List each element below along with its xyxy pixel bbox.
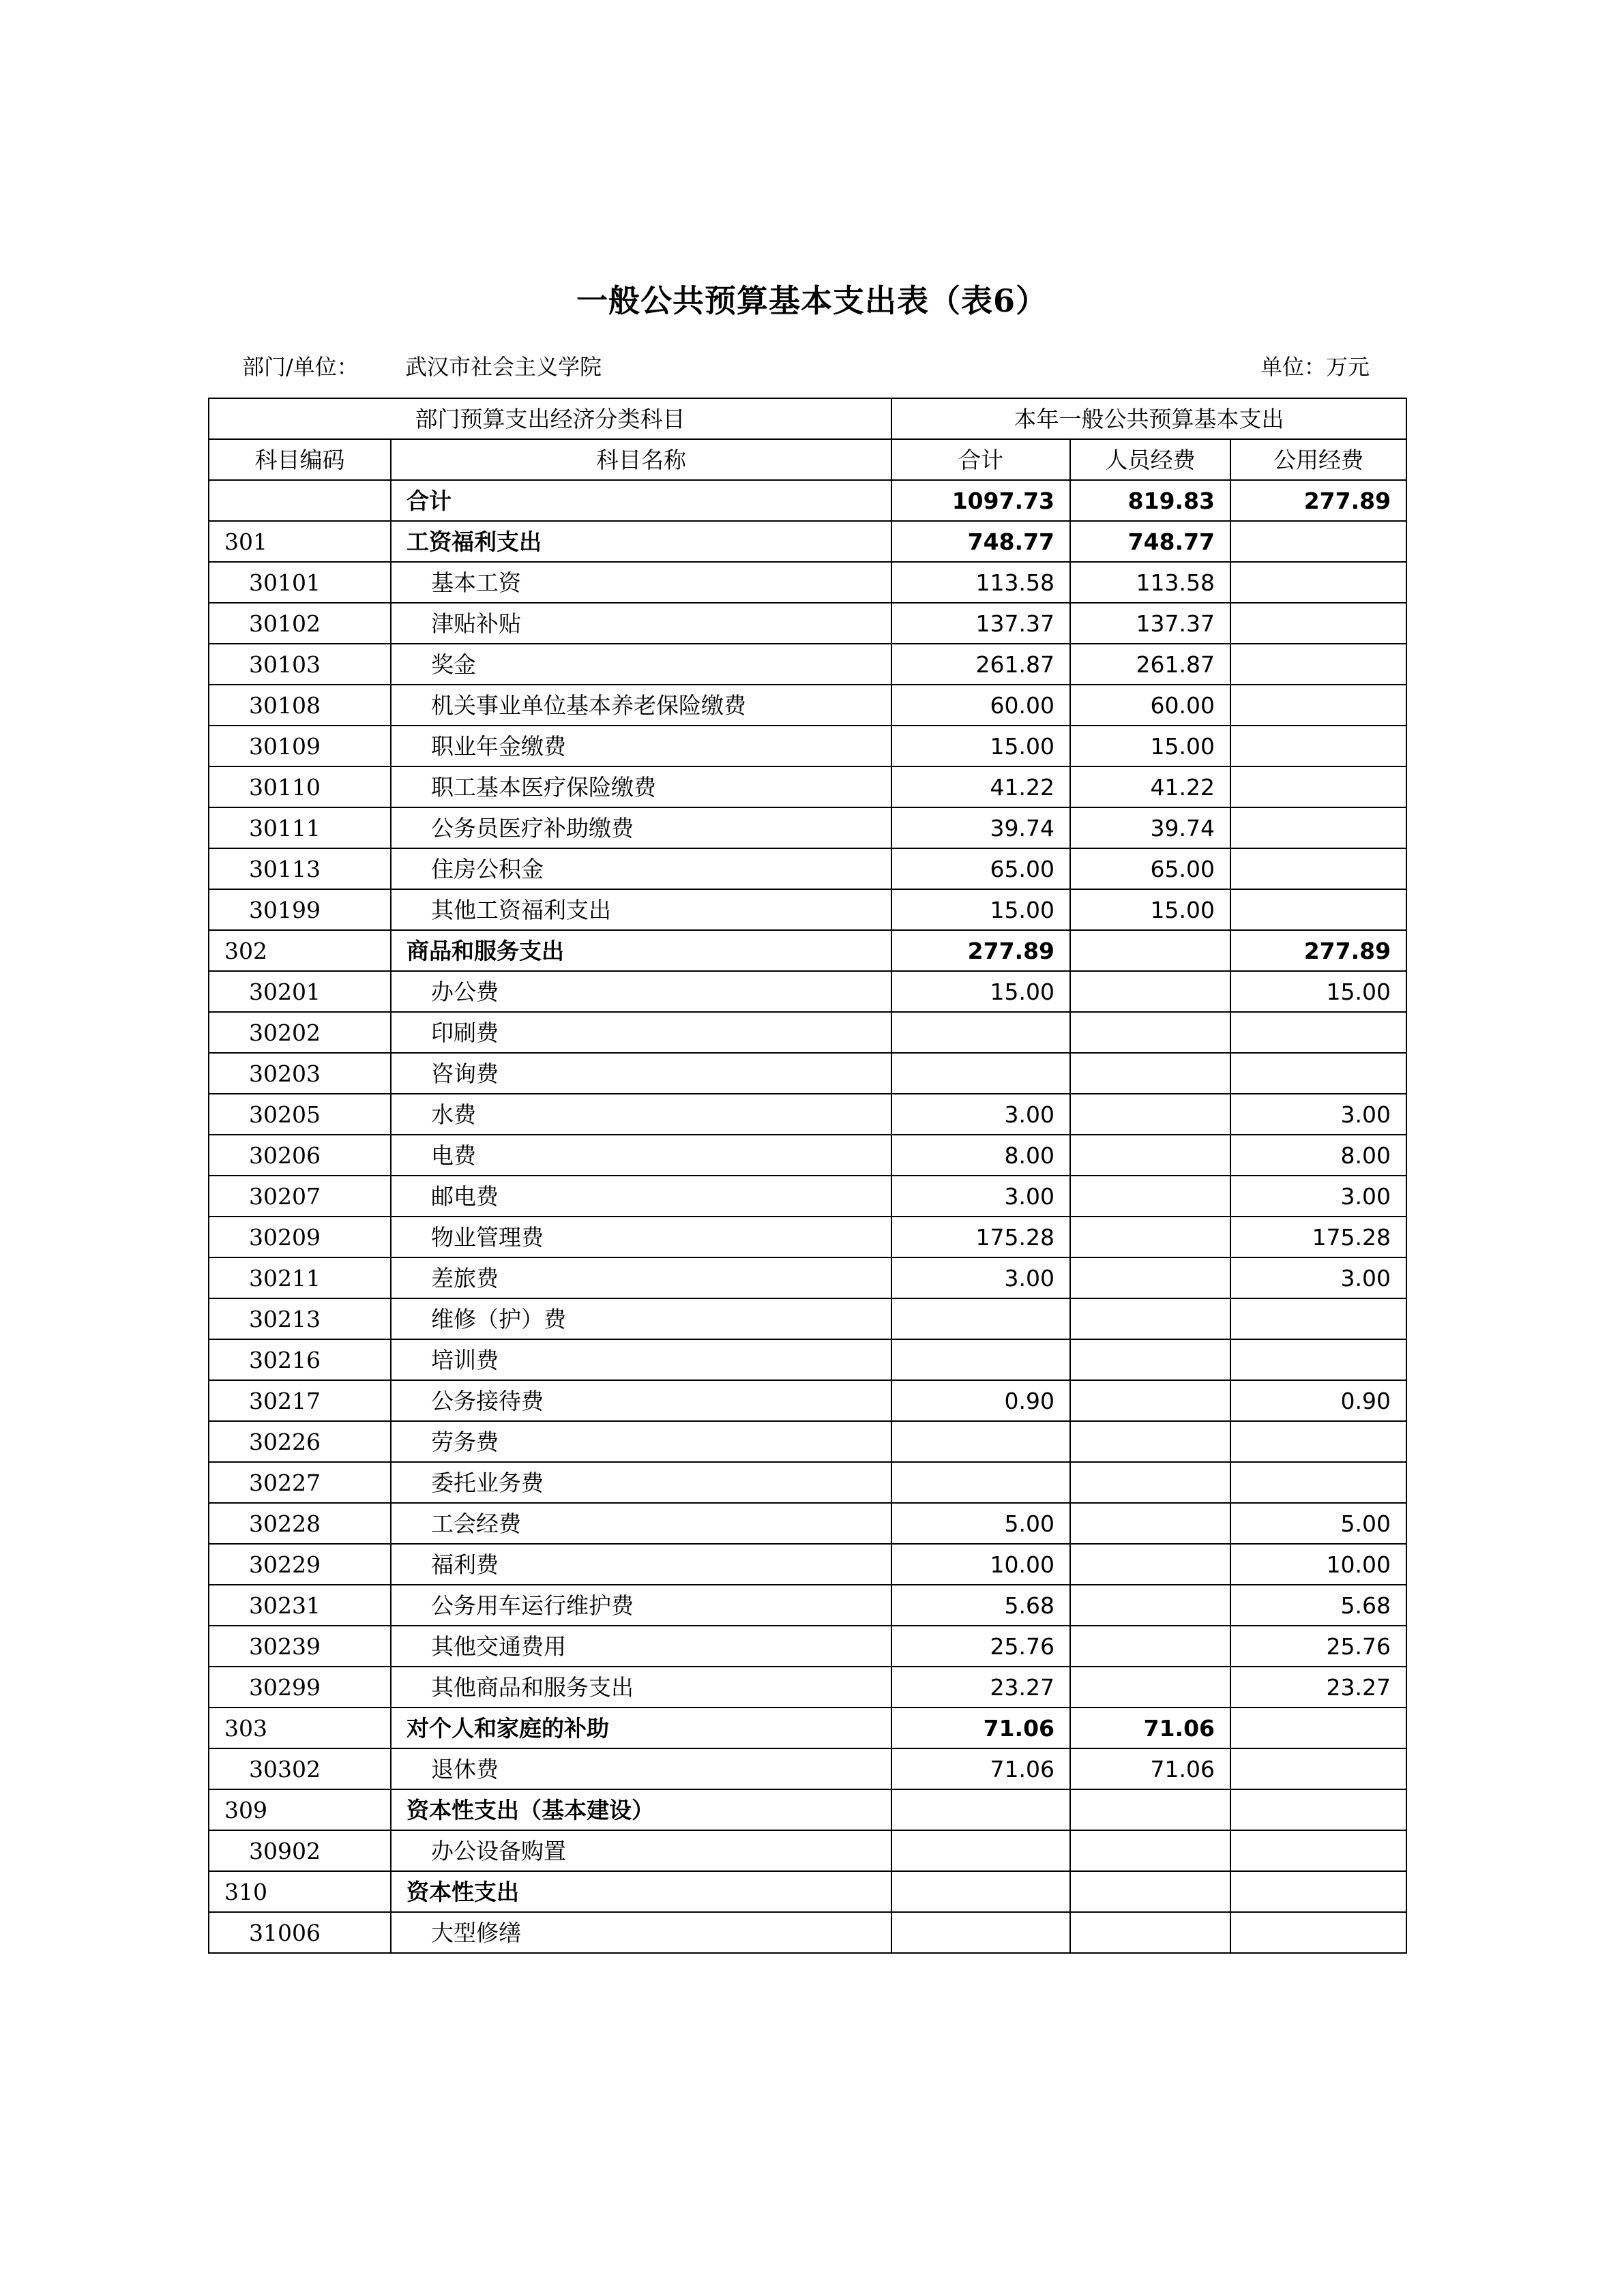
total-cell: 113.58 bbox=[891, 562, 1070, 603]
name-cell: 水费 bbox=[391, 1094, 891, 1135]
total-cell: 8.00 bbox=[891, 1135, 1070, 1176]
total-cell: 25.76 bbox=[891, 1626, 1070, 1667]
table-row bbox=[209, 726, 1406, 766]
public-cell: 23.27 bbox=[1230, 1667, 1406, 1708]
personnel-cell: 71.06 bbox=[1070, 1748, 1230, 1789]
total-cell bbox=[891, 1789, 1070, 1830]
name-cell: 机关事业单位基本养老保险缴费 bbox=[391, 685, 891, 726]
total-cell: 60.00 bbox=[891, 685, 1070, 726]
name-cell: 印刷费 bbox=[391, 1012, 891, 1053]
personnel-cell bbox=[1070, 1339, 1230, 1380]
name-cell: 奖金 bbox=[391, 644, 891, 685]
total-cell: 261.87 bbox=[891, 644, 1070, 685]
total-cell bbox=[891, 1421, 1070, 1462]
total-cell bbox=[891, 1871, 1070, 1912]
name-cell: 劳务费 bbox=[391, 1421, 891, 1462]
personnel-cell bbox=[1070, 1626, 1230, 1667]
name-cell: 商品和服务支出 bbox=[391, 930, 891, 971]
name-cell: 电费 bbox=[391, 1135, 891, 1176]
code-cell: 30231 bbox=[209, 1585, 391, 1626]
header-group-row bbox=[209, 398, 1406, 439]
name-cell: 津贴补贴 bbox=[391, 603, 891, 644]
personnel-cell: 15.00 bbox=[1070, 726, 1230, 766]
total-cell: 71.06 bbox=[891, 1748, 1070, 1789]
personnel-cell: 819.83 bbox=[1070, 480, 1230, 521]
personnel-cell bbox=[1070, 1298, 1230, 1339]
public-cell bbox=[1230, 889, 1406, 930]
table-row bbox=[209, 1667, 1406, 1708]
personnel-cell bbox=[1070, 1667, 1230, 1708]
name-cell: 其他交通费用 bbox=[391, 1626, 891, 1667]
code-cell: 30229 bbox=[209, 1544, 391, 1585]
personnel-cell bbox=[1070, 1912, 1230, 1953]
table-row bbox=[209, 1135, 1406, 1176]
table-row bbox=[209, 971, 1406, 1012]
code-cell: 301 bbox=[209, 521, 391, 562]
public-cell bbox=[1230, 766, 1406, 807]
personnel-cell bbox=[1070, 1012, 1230, 1053]
dept-value: 武汉市社会主义学院 bbox=[405, 354, 602, 380]
table-row bbox=[209, 1421, 1406, 1462]
table-row bbox=[209, 1912, 1406, 1953]
table-row bbox=[209, 766, 1406, 807]
total-cell: 0.90 bbox=[891, 1380, 1070, 1421]
name-cell: 物业管理费 bbox=[391, 1217, 891, 1257]
public-cell: 8.00 bbox=[1230, 1135, 1406, 1176]
budget-table bbox=[208, 398, 1407, 1954]
table-row bbox=[209, 1380, 1406, 1421]
table-row bbox=[209, 603, 1406, 644]
public-cell bbox=[1230, 848, 1406, 889]
public-cell bbox=[1230, 726, 1406, 766]
code-cell: 30213 bbox=[209, 1298, 391, 1339]
personnel-cell: 113.58 bbox=[1070, 562, 1230, 603]
table-row bbox=[209, 1012, 1406, 1053]
name-cell: 咨询费 bbox=[391, 1053, 891, 1094]
code-cell: 30101 bbox=[209, 562, 391, 603]
personnel-cell bbox=[1070, 1503, 1230, 1544]
total-cell: 5.00 bbox=[891, 1503, 1070, 1544]
code-cell: 30902 bbox=[209, 1830, 391, 1871]
public-cell: 5.00 bbox=[1230, 1503, 1406, 1544]
personnel-cell bbox=[1070, 1380, 1230, 1421]
personnel-cell bbox=[1070, 1585, 1230, 1626]
total-cell: 3.00 bbox=[891, 1257, 1070, 1298]
table-row bbox=[209, 480, 1406, 521]
personnel-cell bbox=[1070, 1544, 1230, 1585]
public-cell bbox=[1230, 1748, 1406, 1789]
public-cell: 5.68 bbox=[1230, 1585, 1406, 1626]
public-cell bbox=[1230, 807, 1406, 848]
name-cell: 福利费 bbox=[391, 1544, 891, 1585]
public-cell: 0.90 bbox=[1230, 1380, 1406, 1421]
table-row bbox=[209, 930, 1406, 971]
personnel-cell: 748.77 bbox=[1070, 521, 1230, 562]
code-cell: 30199 bbox=[209, 889, 391, 930]
personnel-cell: 41.22 bbox=[1070, 766, 1230, 807]
name-cell: 办公费 bbox=[391, 971, 891, 1012]
public-cell bbox=[1230, 644, 1406, 685]
personnel-cell: 261.87 bbox=[1070, 644, 1230, 685]
table-row bbox=[209, 807, 1406, 848]
public-cell bbox=[1230, 1789, 1406, 1830]
name-cell: 其他工资福利支出 bbox=[391, 889, 891, 930]
budget-body bbox=[209, 480, 1406, 1953]
public-cell: 3.00 bbox=[1230, 1094, 1406, 1135]
public-cell bbox=[1230, 1053, 1406, 1094]
total-cell: 65.00 bbox=[891, 848, 1070, 889]
personnel-cell bbox=[1070, 1462, 1230, 1503]
total-cell: 3.00 bbox=[891, 1176, 1070, 1217]
name-cell: 退休费 bbox=[391, 1748, 891, 1789]
personnel-cell bbox=[1070, 1135, 1230, 1176]
table-row bbox=[209, 685, 1406, 726]
page-title: 一般公共预算基本支出表（表6） bbox=[576, 282, 1048, 319]
code-cell: 30102 bbox=[209, 603, 391, 644]
personnel-cell bbox=[1070, 1094, 1230, 1135]
personnel-cell bbox=[1070, 971, 1230, 1012]
table-row bbox=[209, 1748, 1406, 1789]
public-cell bbox=[1230, 1462, 1406, 1503]
table-row bbox=[209, 1503, 1406, 1544]
name-cell: 基本工资 bbox=[391, 562, 891, 603]
table-row bbox=[209, 1708, 1406, 1748]
public-cell: 277.89 bbox=[1230, 930, 1406, 971]
name-cell: 工资福利支出 bbox=[391, 521, 891, 562]
code-cell: 30211 bbox=[209, 1257, 391, 1298]
name-cell: 资本性支出 bbox=[391, 1871, 891, 1912]
table-row bbox=[209, 1257, 1406, 1298]
code-cell: 30302 bbox=[209, 1748, 391, 1789]
name-cell: 办公设备购置 bbox=[391, 1830, 891, 1871]
code-cell bbox=[209, 480, 391, 521]
public-cell bbox=[1230, 603, 1406, 644]
header-total: 合计 bbox=[891, 439, 1070, 480]
name-cell: 邮电费 bbox=[391, 1176, 891, 1217]
public-cell: 175.28 bbox=[1230, 1217, 1406, 1257]
public-cell bbox=[1230, 685, 1406, 726]
name-cell: 差旅费 bbox=[391, 1257, 891, 1298]
name-cell: 大型修缮 bbox=[391, 1912, 891, 1953]
unit-label: 单位：万元 bbox=[1260, 354, 1370, 380]
table-row bbox=[209, 1298, 1406, 1339]
code-cell: 30201 bbox=[209, 971, 391, 1012]
name-cell: 其他商品和服务支出 bbox=[391, 1667, 891, 1708]
table-row bbox=[209, 1053, 1406, 1094]
personnel-cell bbox=[1070, 930, 1230, 971]
code-cell: 30239 bbox=[209, 1626, 391, 1667]
name-cell: 公务员医疗补助缴费 bbox=[391, 807, 891, 848]
public-cell bbox=[1230, 562, 1406, 603]
table-row bbox=[209, 521, 1406, 562]
code-cell: 30110 bbox=[209, 766, 391, 807]
name-cell: 公务用车运行维护费 bbox=[391, 1585, 891, 1626]
code-cell: 30205 bbox=[209, 1094, 391, 1135]
header-personnel: 人员经费 bbox=[1070, 439, 1230, 480]
personnel-cell: 60.00 bbox=[1070, 685, 1230, 726]
table-row bbox=[209, 644, 1406, 685]
code-cell: 30203 bbox=[209, 1053, 391, 1094]
header-group-left: 部门预算支出经济分类科目 bbox=[209, 398, 891, 439]
dept-label: 部门/单位： bbox=[242, 354, 359, 380]
public-cell bbox=[1230, 1421, 1406, 1462]
total-cell: 3.00 bbox=[891, 1094, 1070, 1135]
personnel-cell: 39.74 bbox=[1070, 807, 1230, 848]
table-row bbox=[209, 1462, 1406, 1503]
personnel-cell bbox=[1070, 1421, 1230, 1462]
table-row bbox=[209, 1094, 1406, 1135]
total-cell: 175.28 bbox=[891, 1217, 1070, 1257]
code-cell: 30103 bbox=[209, 644, 391, 685]
public-cell bbox=[1230, 1339, 1406, 1380]
name-cell: 维修（护）费 bbox=[391, 1298, 891, 1339]
code-cell: 30228 bbox=[209, 1503, 391, 1544]
total-cell bbox=[891, 1339, 1070, 1380]
code-cell: 30217 bbox=[209, 1380, 391, 1421]
public-cell bbox=[1230, 1012, 1406, 1053]
header-group-right: 本年一般公共预算基本支出 bbox=[891, 398, 1406, 439]
header-name: 科目名称 bbox=[391, 439, 891, 480]
code-cell: 30206 bbox=[209, 1135, 391, 1176]
header-columns-row bbox=[209, 439, 1406, 480]
total-cell bbox=[891, 1298, 1070, 1339]
name-cell: 对个人和家庭的补助 bbox=[391, 1708, 891, 1748]
header-public: 公用经费 bbox=[1230, 439, 1406, 480]
table-row bbox=[209, 1585, 1406, 1626]
code-cell: 30299 bbox=[209, 1667, 391, 1708]
public-cell: 3.00 bbox=[1230, 1257, 1406, 1298]
code-cell: 30226 bbox=[209, 1421, 391, 1462]
code-cell: 30111 bbox=[209, 807, 391, 848]
code-cell: 30113 bbox=[209, 848, 391, 889]
total-cell: 39.74 bbox=[891, 807, 1070, 848]
table-row bbox=[209, 1871, 1406, 1912]
table-row bbox=[209, 1626, 1406, 1667]
public-cell bbox=[1230, 1298, 1406, 1339]
personnel-cell: 65.00 bbox=[1070, 848, 1230, 889]
code-cell: 309 bbox=[209, 1789, 391, 1830]
public-cell bbox=[1230, 1830, 1406, 1871]
total-cell bbox=[891, 1912, 1070, 1953]
personnel-cell bbox=[1070, 1257, 1230, 1298]
total-cell: 5.68 bbox=[891, 1585, 1070, 1626]
public-cell: 10.00 bbox=[1230, 1544, 1406, 1585]
code-cell: 30109 bbox=[209, 726, 391, 766]
total-cell: 748.77 bbox=[891, 521, 1070, 562]
personnel-cell bbox=[1070, 1176, 1230, 1217]
personnel-cell bbox=[1070, 1053, 1230, 1094]
total-cell: 137.37 bbox=[891, 603, 1070, 644]
total-cell: 15.00 bbox=[891, 726, 1070, 766]
personnel-cell bbox=[1070, 1217, 1230, 1257]
public-cell: 277.89 bbox=[1230, 480, 1406, 521]
table-row bbox=[209, 1339, 1406, 1380]
public-cell bbox=[1230, 1912, 1406, 1953]
public-cell bbox=[1230, 521, 1406, 562]
total-cell: 71.06 bbox=[891, 1708, 1070, 1748]
name-cell: 职业年金缴费 bbox=[391, 726, 891, 766]
total-cell: 1097.73 bbox=[891, 480, 1070, 521]
total-cell bbox=[891, 1462, 1070, 1503]
code-cell: 302 bbox=[209, 930, 391, 971]
total-cell: 10.00 bbox=[891, 1544, 1070, 1585]
total-cell: 41.22 bbox=[891, 766, 1070, 807]
personnel-cell: 71.06 bbox=[1070, 1708, 1230, 1748]
public-cell bbox=[1230, 1871, 1406, 1912]
name-cell: 公务接待费 bbox=[391, 1380, 891, 1421]
public-cell bbox=[1230, 1708, 1406, 1748]
header-code: 科目编码 bbox=[209, 439, 391, 480]
personnel-cell bbox=[1070, 1871, 1230, 1912]
total-cell bbox=[891, 1012, 1070, 1053]
name-cell: 合计 bbox=[391, 480, 891, 521]
code-cell: 303 bbox=[209, 1708, 391, 1748]
name-cell: 工会经费 bbox=[391, 1503, 891, 1544]
code-cell: 30209 bbox=[209, 1217, 391, 1257]
table-row bbox=[209, 1789, 1406, 1830]
public-cell: 15.00 bbox=[1230, 971, 1406, 1012]
code-cell: 30227 bbox=[209, 1462, 391, 1503]
code-cell: 30216 bbox=[209, 1339, 391, 1380]
code-cell: 30207 bbox=[209, 1176, 391, 1217]
table-row bbox=[209, 562, 1406, 603]
code-cell: 30108 bbox=[209, 685, 391, 726]
code-cell: 31006 bbox=[209, 1912, 391, 1953]
total-cell: 23.27 bbox=[891, 1667, 1070, 1708]
personnel-cell: 137.37 bbox=[1070, 603, 1230, 644]
table-row bbox=[209, 1544, 1406, 1585]
name-cell: 委托业务费 bbox=[391, 1462, 891, 1503]
total-cell: 15.00 bbox=[891, 971, 1070, 1012]
name-cell: 职工基本医疗保险缴费 bbox=[391, 766, 891, 807]
table-row bbox=[209, 889, 1406, 930]
name-cell: 住房公积金 bbox=[391, 848, 891, 889]
table-row bbox=[209, 1830, 1406, 1871]
public-cell: 3.00 bbox=[1230, 1176, 1406, 1217]
public-cell: 25.76 bbox=[1230, 1626, 1406, 1667]
name-cell: 培训费 bbox=[391, 1339, 891, 1380]
total-cell bbox=[891, 1830, 1070, 1871]
code-cell: 310 bbox=[209, 1871, 391, 1912]
table-row bbox=[209, 848, 1406, 889]
total-cell: 277.89 bbox=[891, 930, 1070, 971]
personnel-cell: 15.00 bbox=[1070, 889, 1230, 930]
table-row bbox=[209, 1176, 1406, 1217]
name-cell: 资本性支出（基本建设） bbox=[391, 1789, 891, 1830]
code-cell: 30202 bbox=[209, 1012, 391, 1053]
personnel-cell bbox=[1070, 1830, 1230, 1871]
total-cell: 15.00 bbox=[891, 889, 1070, 930]
table-row bbox=[209, 1217, 1406, 1257]
total-cell bbox=[891, 1053, 1070, 1094]
personnel-cell bbox=[1070, 1789, 1230, 1830]
